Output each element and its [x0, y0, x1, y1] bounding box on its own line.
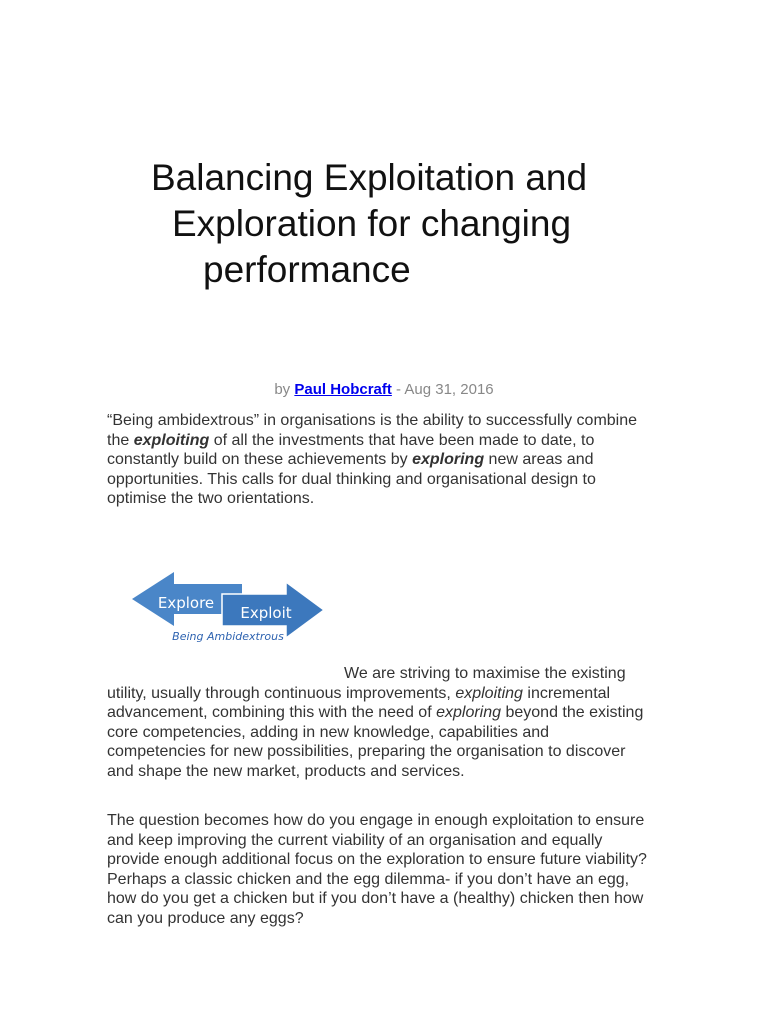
paragraph-line: how do you get a chicken but if you don’t have a (healthy) chicken then how	[107, 890, 644, 907]
paragraph-line: We are striving to maximise the existing	[344, 665, 626, 682]
explore-exploit-graphic	[130, 570, 330, 646]
text-run: constantly build on these achievements by	[107, 451, 413, 468]
text-run: utility, usually through continuous improvements,	[107, 684, 456, 702]
paragraph-line: “Being ambidextrous” in organisations is the ability to successfully combine	[107, 412, 638, 429]
paragraph-line: competencies for new possibilities, preparing the organisation to discover	[107, 743, 626, 760]
emphasis-text: exploring	[412, 451, 485, 468]
paragraph-line: provide enough additional focus on the exploration to ensure future viability?	[107, 851, 647, 868]
text-run: new areas and	[484, 451, 594, 468]
paragraph-line	[107, 431, 667, 451]
text-run: advancement, combining this with the need of	[107, 704, 437, 721]
title-line-1: Balancing Exploitation and	[151, 157, 588, 198]
third-paragraph	[107, 811, 667, 928]
paragraph-line: optimise the two orientations.	[107, 490, 315, 507]
intro-paragraph	[107, 411, 667, 509]
paragraph-line: can you produce any eggs?	[107, 909, 304, 927]
publish-date: Aug 31, 2016	[404, 381, 494, 398]
byline-prefix: by	[274, 381, 295, 398]
byline-separator: -	[391, 381, 405, 398]
byline	[0, 380, 768, 400]
article-title	[0, 155, 768, 295]
text-run: of all the investments that have been made to date, to	[209, 431, 595, 449]
paragraph-line: and keep improving the current viability of an organisation and equally	[107, 831, 603, 849]
graphic-caption: Being Ambidextrous	[172, 630, 284, 643]
paragraph-line: core competencies, adding in new knowledge, capabilities and	[107, 723, 550, 741]
second-paragraph	[107, 664, 667, 781]
exploit-label: Exploit	[240, 604, 292, 622]
text-run: the	[107, 431, 134, 449]
explore-label: Explore	[157, 594, 215, 612]
paragraph-line	[107, 450, 667, 470]
paragraph-line: opportunities. This calls for dual thinking and organisational design to	[107, 470, 596, 488]
title-line-2: Exploration for changing	[172, 203, 572, 244]
author-link[interactable]: Paul Hobcraft	[294, 381, 392, 398]
emphasis-text: exploiting	[455, 684, 523, 702]
emphasis-text: exploiting	[133, 431, 210, 449]
title-line-3: performance	[203, 249, 411, 290]
paragraph-line: The question becomes how do you engage in enough exploitation to ensure	[107, 812, 645, 829]
emphasis-text: exploring	[436, 704, 502, 721]
text-run: incremental	[522, 684, 611, 702]
paragraph-line	[107, 684, 667, 704]
paragraph-line	[107, 703, 667, 723]
text-run: beyond the existing	[501, 704, 644, 721]
paragraph-line: Perhaps a classic chicken and the egg dilemma- if you don’t have an egg,	[107, 870, 630, 888]
paragraph-line: and shape the new market, products and services.	[107, 762, 465, 780]
